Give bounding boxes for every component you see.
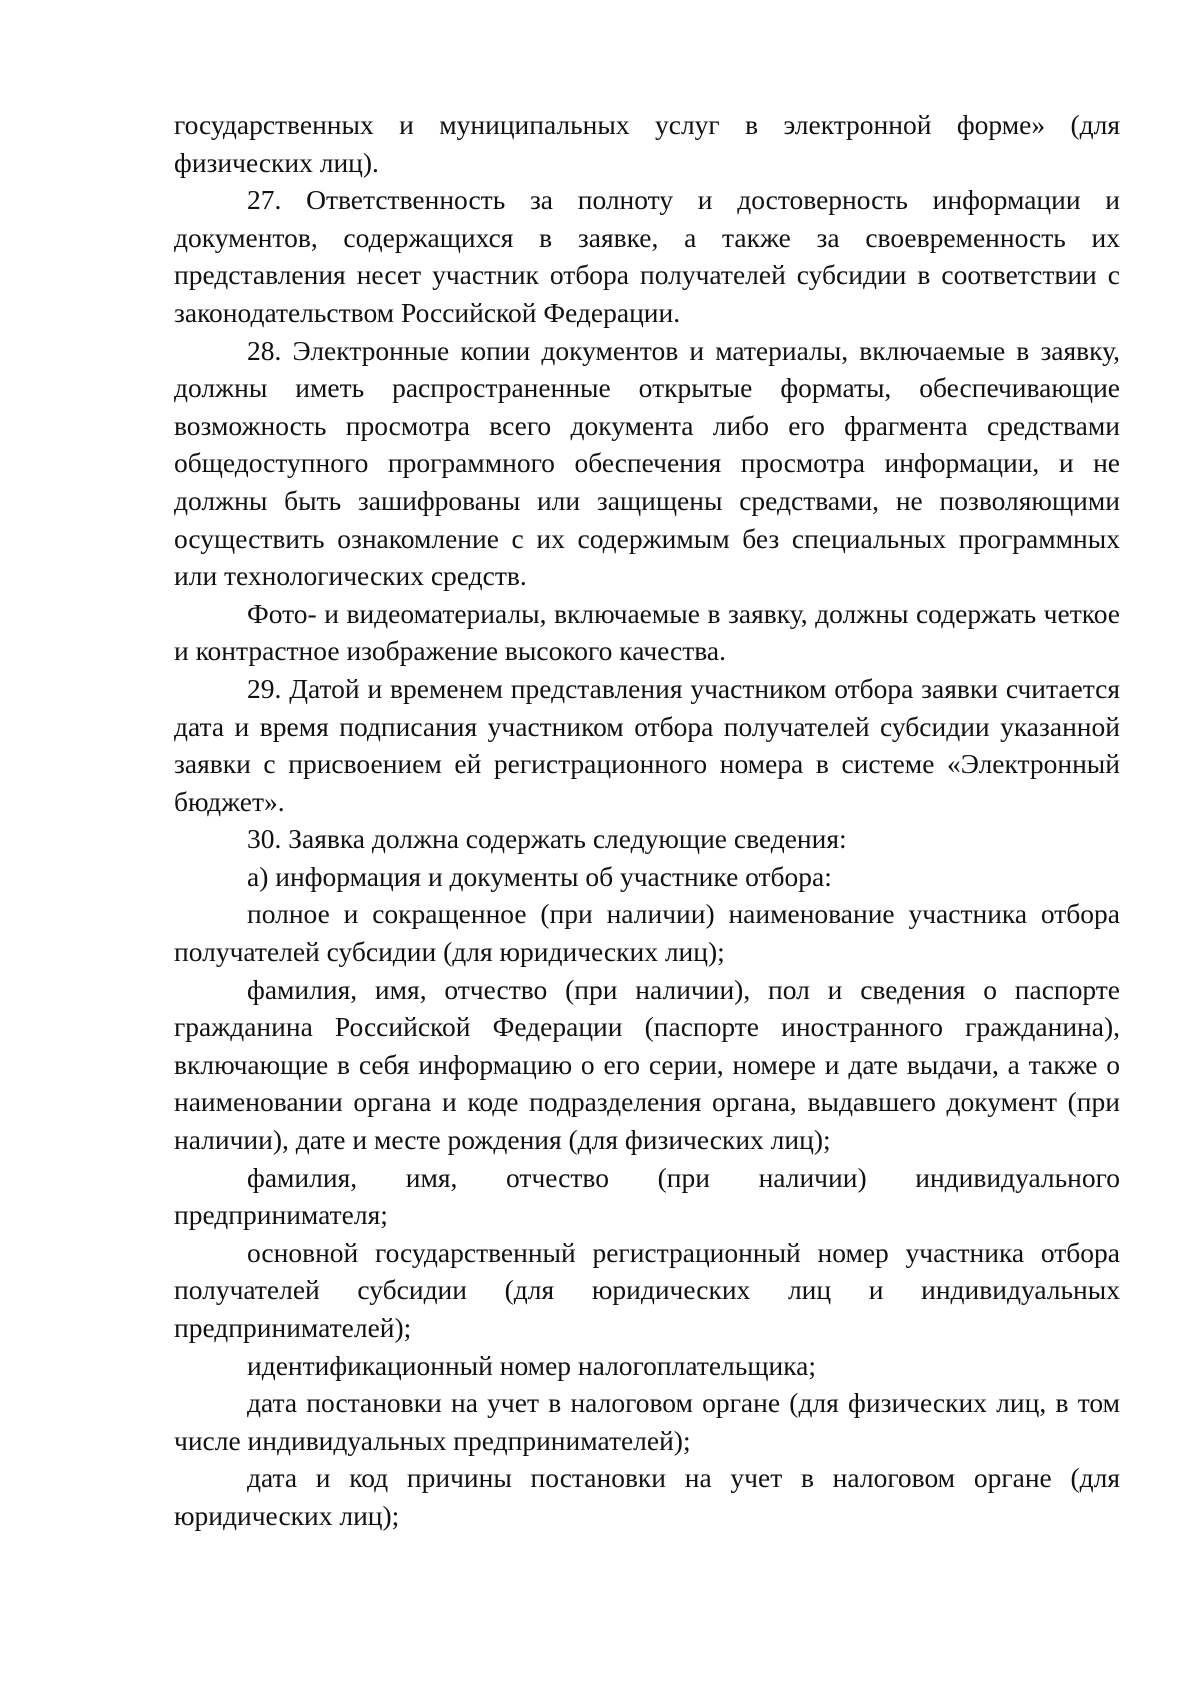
paragraph-continuation: государственных и муниципальных услуг в электронной форме» (для физических лиц). [174,109,1120,178]
list-item-ogrn: основной государственный регистрационный номер участника отбора получателей субсидии (для юридических лиц и индивидуальных предпринимателей); [174,1236,1120,1343]
list-item-inn: идентификационный номер налогоплательщика; [247,1349,817,1381]
list-item-tax-registration-date: дата постановки на учет в налоговом органе (для физических лиц, в том числе индивидуальных предпринимателей); [174,1387,1120,1456]
paragraph-30: 30. Заявка должна содержать следующие сведения: [247,823,847,855]
list-item-kpp: дата и код причины постановки на учет в налоговом органе (для юридических лиц); [174,1462,1120,1531]
list-item-entrepreneur-name: фамилия, имя, отчество (при наличии) индивидуального предпринимателя; [174,1161,1120,1231]
list-item-passport: фамилия, имя, отчество (при наличии), пол и сведения о паспорте гражданина Российской Федерации (паспорте иностранного гражданина), включающие в себя информацию о его серии, номере и дате выдачи, а также о наименовании органа и коде подразделения органа, выдавшего документ (при наличии), дате и месте рождения (для физических лиц); [174,973,1120,1156]
paragraph-29: 29. Датой и временем представления участником отбора заявки считается дата и время подписания участником отбора получателей субсидии указанной заявки с присвоением ей регистрационного номера в системе «Электронный бюджет». [174,672,1120,817]
paragraph-30a: а) информация и документы об участнике отбора: [247,860,832,892]
paragraph-28: 28. Электронные копии документов и материалы, включаемые в заявку, должны иметь распространенные открытые форматы, обеспечивающие возможность просмотра всего документа либо его фрагмента средствами общедоступного программного обеспечения просмотра информации, и не должны быть зашифрованы или защищены средствами, не позволяющими осуществить ознакомление с их содержимым без специальных программных или технологических средств. [174,334,1120,592]
paragraph-photo-video: Фото- и видеоматериалы, включаемые в заявку, должны содержать четкое и контрастное изображение высокого качества. [174,597,1120,667]
list-item-full-name: полное и сокращенное (при наличии) наименование участника отбора получателей субсидии (для юридических лиц); [174,898,1120,968]
paragraph-27: 27. Ответственность за полноту и достоверность информации и документов, содержащихся в заявке, а также за своевременность их представления несет участник отбора получателей субсидии в соответствии с законодательством Российской Федерации. [174,184,1120,328]
document-page [174,106,1120,1535]
